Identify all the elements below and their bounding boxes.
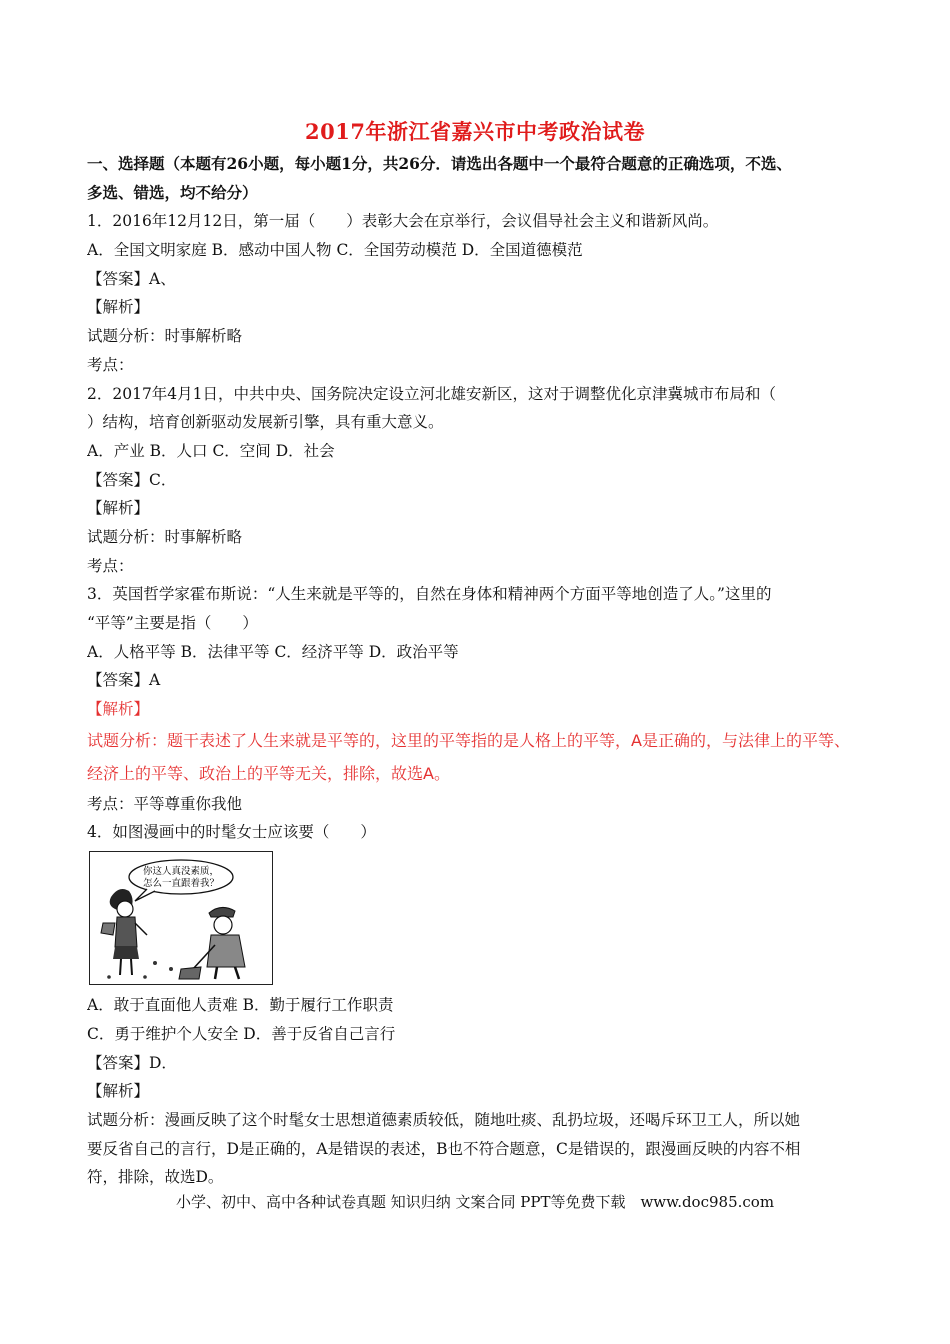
q3-jiexi-label: 【解析】 (87, 700, 150, 719)
section-heading-line-1: 一、选择题（本题有26小题，每小题1分，共26分．请选出各题中一个最符合题意的正确选项，不选、 (87, 154, 792, 173)
q4-options-line-1: A．敢于直面他人责难 B．勤于履行工作职责 (87, 996, 394, 1015)
page-footer: 小学、初中、高中各种试卷真题 知识归纳 文案合同 PPT等免费下载 www.doc985.com (175, 1193, 775, 1211)
q4-answer: 【答案】D． (87, 1053, 177, 1072)
q4-analysis-line-3: 符，排除，故选D。 (87, 1168, 224, 1187)
q1-answer: 【答案】A、 (87, 269, 176, 288)
q2-jiexi-label: 【解析】 (87, 499, 150, 518)
q3-analysis-line-2: 经济上的平等、政治上的平等无关，排除，故选A。 (87, 763, 450, 783)
q2-stem-line-1: 2．2017年4月1日，中共中央、国务院决定设立河北雄安新区，这对于调整优化京津冀城市布局和（ (87, 384, 777, 403)
bubble-text-2: 怎么一直跟着我？ (142, 878, 220, 890)
q2-options: A．产业 B．人口 C．空间 D．社会 (87, 441, 335, 460)
bubble-text-1: 你这人真没素质， (142, 866, 220, 878)
q1-analysis: 试题分析：时事解析略 (87, 327, 243, 346)
q1-options: A．全国文明家庭 B．感动中国人物 C．全国劳动模范 D．全国道德模范 (87, 241, 583, 260)
cartoon-illustration (89, 851, 273, 985)
q3-answer: 【答案】A (87, 671, 161, 690)
q3-options: A．人格平等 B．法律平等 C．经济平等 D．政治平等 (87, 642, 459, 661)
exam-content (87, 150, 877, 1192)
q3-stem-line-1: 3．英国哲学家霍布斯说：“人生来就是平等的，自然在身体和精神两个方面平等地创造了人。”这里的 (87, 585, 772, 604)
q2-analysis: 试题分析：时事解析略 (87, 527, 243, 546)
cartoon-image (89, 851, 273, 985)
page-title: 2017年浙江省嘉兴市中考政治试卷 (305, 119, 645, 144)
q3-analysis-line-1: 试题分析：题干表述了人生来就是平等的，这里的平等指的是人格上的平等，A是正确的，与法律上的平等、 (87, 730, 850, 750)
q1-kaodian: 考点： (87, 355, 134, 374)
q4-analysis-line-2: 要反省自己的言行，D是正确的，A是错误的表述，B也不符合题意，C是错误的，跟漫画反映的内容不相 (87, 1139, 801, 1158)
q4-jiexi-label: 【解析】 (87, 1082, 150, 1101)
q1-jiexi-label: 【解析】 (87, 298, 150, 317)
q4-options-line-2: C．勇于维护个人安全 D．善于反省自己言行 (87, 1024, 396, 1043)
q3-kaodian: 考点：平等尊重你我他 (87, 794, 243, 813)
q4-stem: 4．如图漫画中的时髦女士应该要（ ） (87, 823, 376, 842)
q2-kaodian: 考点： (87, 556, 134, 575)
section-heading-line-2: 多选、错选，均不给分） (87, 182, 258, 202)
q2-stem-line-2: ）结构，培育创新驱动发展新引擎，具有重大意义。 (87, 413, 444, 432)
q1-stem: 1．2016年12月12日，第一届（ ）表彰大会在京举行，会议倡导社会主义和谐新风尚。 (87, 212, 719, 231)
q4-analysis-line-1: 试题分析：漫画反映了这个时髦女士思想道德素质较低，随地吐痰、乱扔垃圾，还喝斥环卫工人，所以她 (87, 1110, 801, 1129)
q3-stem-line-2: “平等”主要是指（ ） (87, 614, 258, 632)
q2-answer: 【答案】C． (87, 470, 177, 489)
